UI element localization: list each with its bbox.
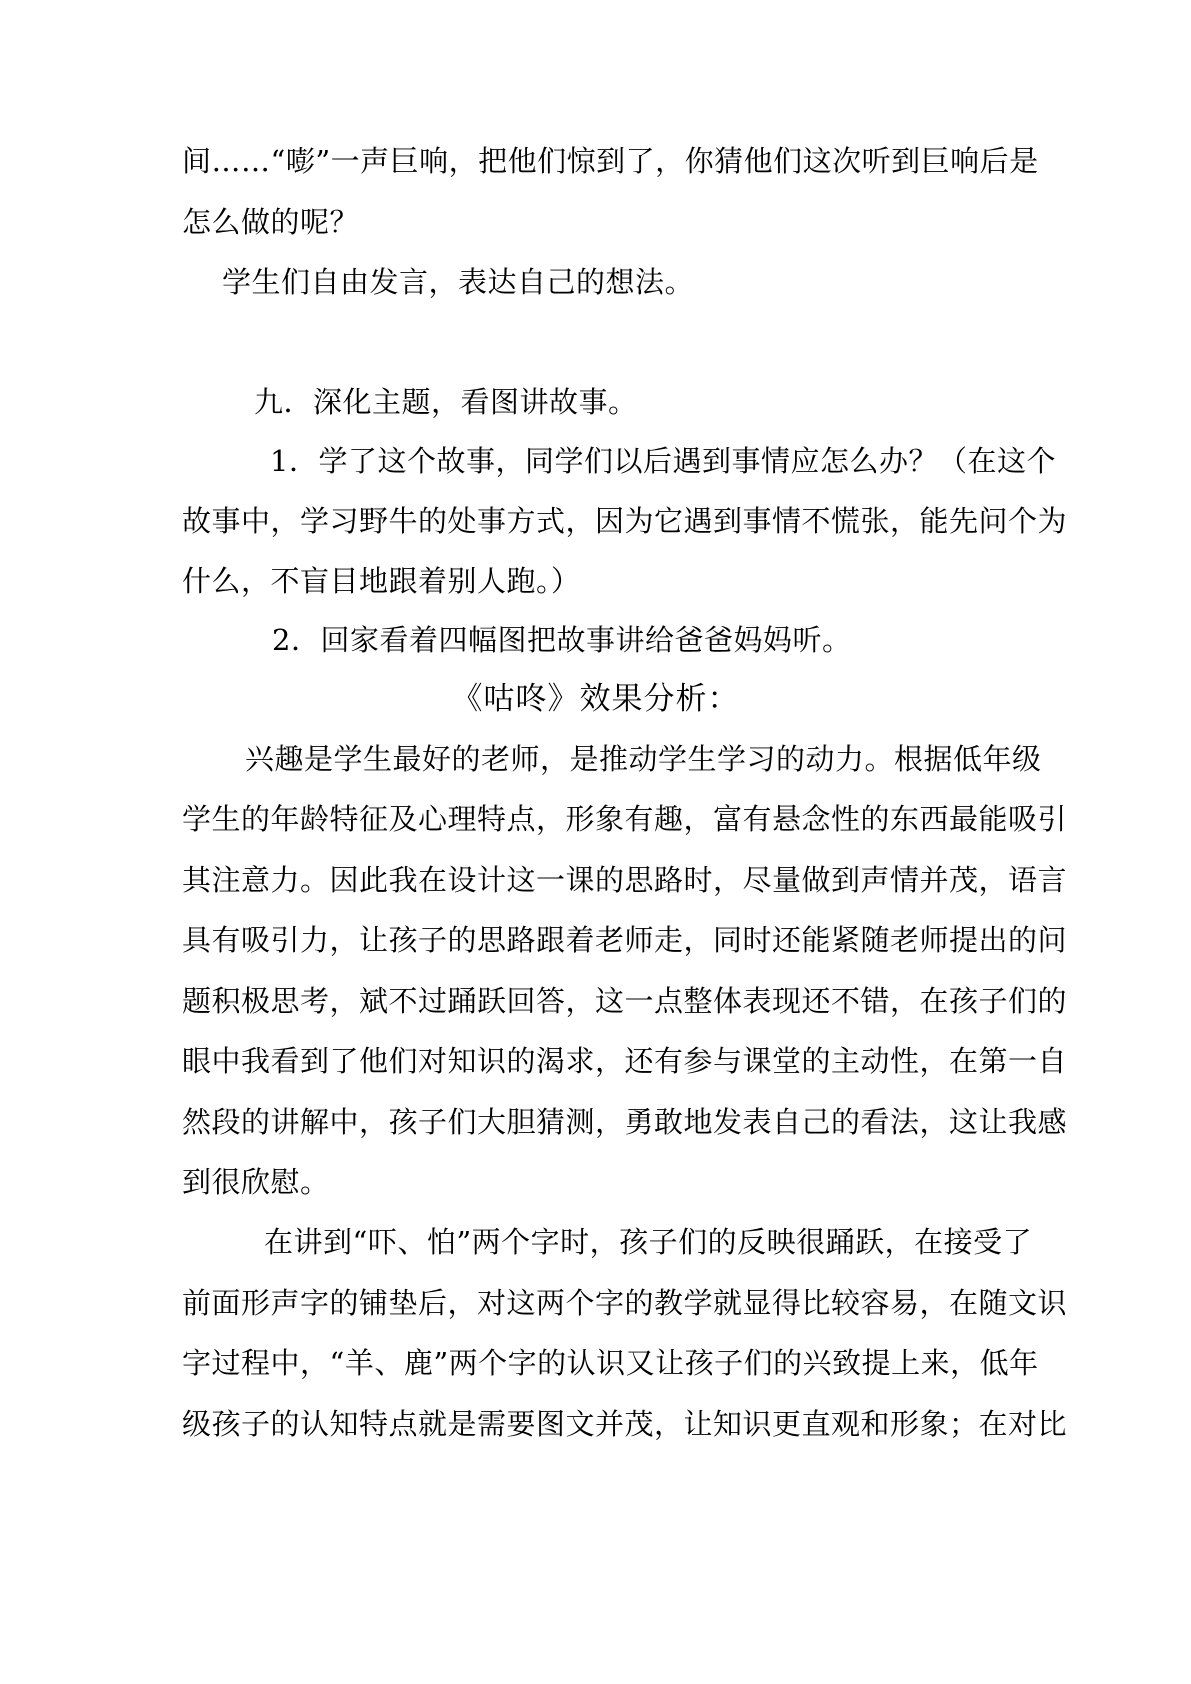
section-title: 《咕咚》效果分析： — [451, 681, 740, 717]
text-line: 故事中，学习野牛的处事方式，因为它遇到事情不慌张，能先问个为 — [182, 504, 1068, 538]
text-line: 前面形声字的铺垫后，对这两个字的教学就显得比较容易，在随文识 — [182, 1286, 1068, 1320]
text-line: 怎么做的呢？ — [182, 205, 360, 239]
text-line: 字过程中，“羊、鹿”两个字的认识又让孩子们的兴致提上来，低年 — [182, 1346, 1039, 1380]
text-line: 2．回家看着四幅图把故事讲给爸爸妈妈听。 — [272, 623, 852, 657]
text-line: 1．学了这个故事，同学们以后遇到事情应怎么办？（在这个 — [270, 444, 1056, 478]
text-line: 学生的年龄特征及心理特点，形象有趣，富有悬念性的东西最能吸引 — [182, 802, 1068, 836]
text-line: 级孩子的认知特点就是需要图文并茂，让知识更直观和形象；在对比 — [182, 1407, 1068, 1441]
text-line: 题积极思考，斌不过踊跃回答，这一点整体表现还不错，在孩子们的 — [182, 984, 1068, 1018]
text-line: 然段的讲解中，孩子们大胆猜测，勇敢地发表自己的看法，这让我感 — [182, 1105, 1068, 1139]
text-line: 兴趣是学生最好的老师，是推动学生学习的动力。根据低年级 — [245, 742, 1042, 776]
text-line: 到很欣慰。 — [182, 1165, 330, 1199]
section-heading: 九．深化主题，看图讲故事。 — [254, 385, 638, 419]
text-line: 在讲到“吓、怕”两个字时，孩子们的反映很踊跃，在接受了 — [264, 1225, 1033, 1259]
text-line: 间……“嘭”一声巨响，把他们惊到了，你猜他们这次听到巨响后是 — [182, 144, 1039, 178]
text-line: 学生们自由发言，表达自己的想法。 — [222, 265, 695, 299]
text-line: 眼中我看到了他们对知识的渴求，还有参与课堂的主动性，在第一自 — [182, 1044, 1068, 1078]
text-line: 其注意力。因此我在设计这一课的思路时，尽量做到声情并茂，语言 — [182, 863, 1068, 897]
text-line: 具有吸引力，让孩子的思路跟着老师走，同时还能紧随老师提出的问 — [182, 923, 1068, 957]
text-line: 什么，不盲目地跟着别人跑。） — [182, 564, 581, 598]
